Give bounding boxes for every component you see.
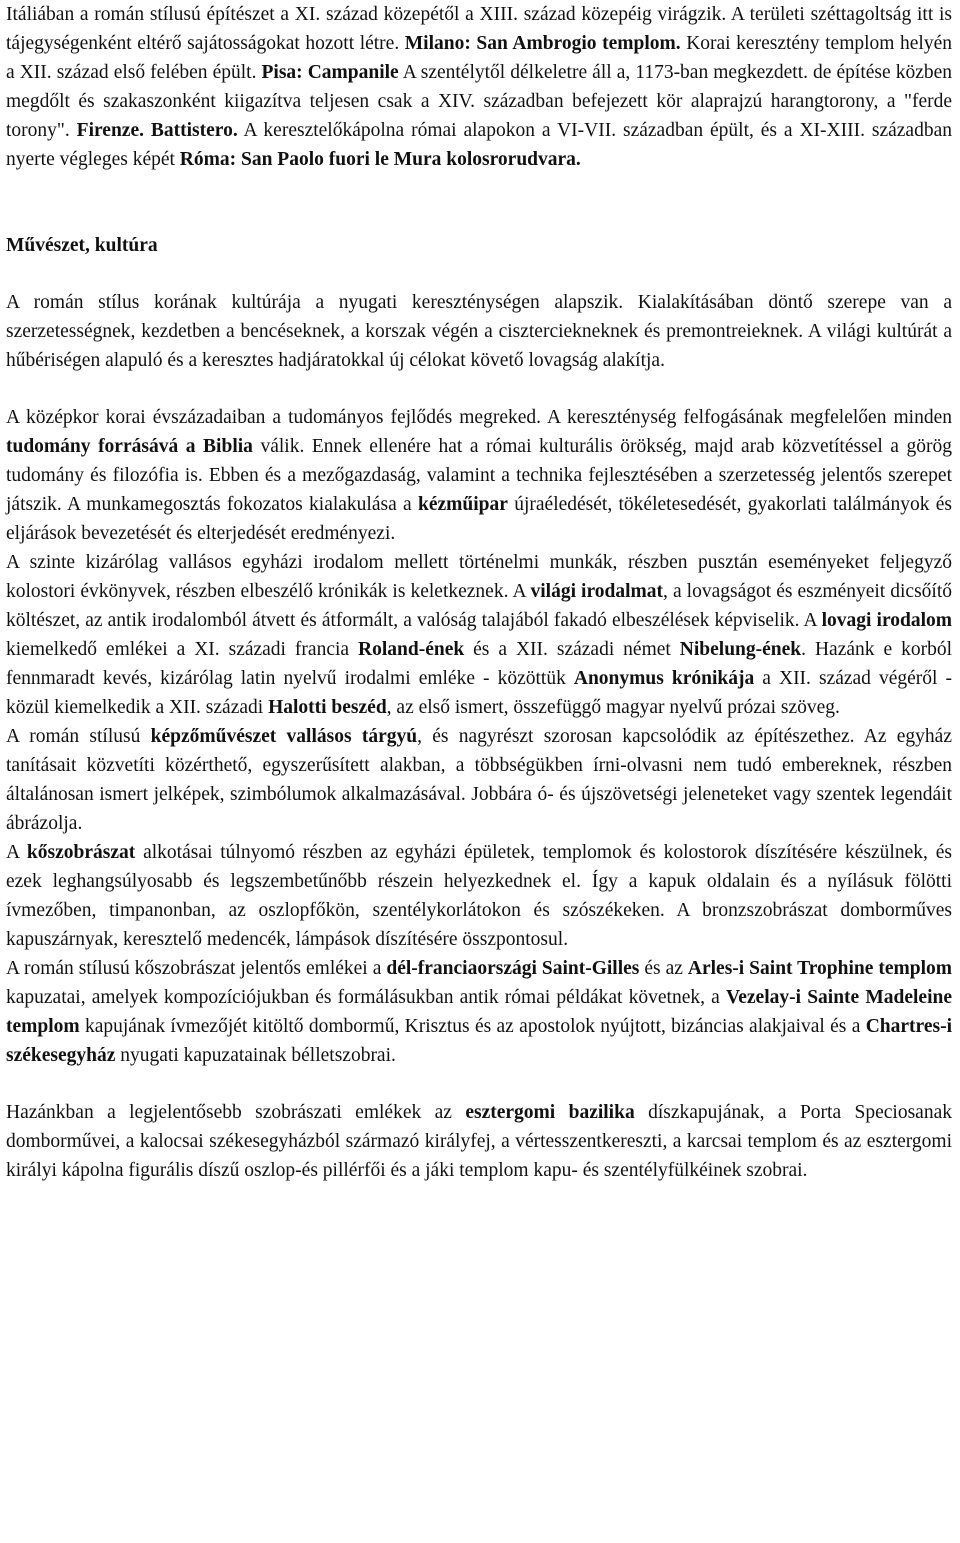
bold-text-run: dél-franciaországi Saint-Gilles [386, 958, 640, 979]
text-run: és a XII. századi német [464, 639, 680, 660]
spacer [6, 375, 952, 403]
text-run: , a lovagságot és eszményeit dicsőítő költészet, az antik irodalomból átvett és átformált, a valóság talajából fakadó elbeszélések képviselik. A [6, 581, 952, 631]
text-run [70, 120, 77, 141]
paragraph-stone-sculpture [6, 838, 952, 954]
text-run: A román stílusú kőszobrászat jelentős emlékei a [6, 958, 387, 979]
text-run: díszkapujának, a Porta Speciosanak domborművei, a kalocsai székesegyházból származó királyfej, a vértesszentkereszti, a karcsai templom és az esztergomi királyi kápolna figurális díszű oszlop-és pillérfői és a jáki templom kapu- és szentélyfülkéinek szobrai. [6, 1102, 952, 1181]
bold-text-run: Roland-ének [358, 639, 465, 660]
bold-text-run: Pisa: Campanile [261, 62, 399, 83]
text-run: Hazánkban a legjelentősebb szobrászati emlékek az [6, 1102, 466, 1123]
bold-text-run: tudomány forrásává a Biblia [6, 436, 253, 457]
text-run: A román stílusú [6, 726, 151, 747]
bold-text-run: Halotti beszéd [268, 697, 387, 718]
paragraph-sculpture-monuments [6, 954, 952, 1070]
text-run: alkotásai túlnyomó részben az egyházi épületek, templomok és kolostorok díszítésére készülnek, és ezek leghangsúlyosabb és legszembetűnőbb részein helyezkednek el. Így a kapuk oldalain és a nyílásuk fölötti ívmezőben, timpanonban, az oszlopfőkön, szentélykorlátokon és szószékeken. A bronzszobrászat domborműves kapuszárnyak, keresztelő medencék, lámpások díszítésére összpontosul. [6, 842, 952, 950]
text-run: kapuzatai, amelyek kompozíciójukban és formálásukban antik római példákat követnek, a [6, 987, 726, 1008]
text-run: A keresztelőkápolna római alapokon a VI-VII. században épült, és a XI-XIII. században nyerte végleges képét [6, 120, 952, 170]
paragraph-science [6, 403, 952, 548]
spacer [6, 260, 952, 288]
bold-text-run: esztergomi bazilika [465, 1102, 635, 1123]
text-run: válik. Ennek ellenére hat a római kulturális örökség, majd arab közvetítéssel a görög tudomány és filozófia is. Ebben és a mezőgazdaság, valamint a technika fejlesztésében a szerzetesség jelentős szerepet játszik. A munkamegosztás fokozatos kialakulása a [6, 436, 952, 515]
bold-text-run: Róma: San Paolo fuori le Mura kolosrorudvara. [179, 149, 581, 170]
text-run: A szinte kizárólag vallásos egyházi irodalom mellett történelmi munkák, részben pusztán eseményeket feljegyző kolostori évkönyvek, részben elbeszélő krónikák is keletkeznek. A [6, 552, 952, 602]
text-run: nyugati kapuzatainak bélletszobrai. [115, 1045, 396, 1066]
text-run: újraéledését, tökéletesedését, gyakorlati találmányok és eljárások bevezetését és elterjedését eredményezi. [6, 494, 953, 544]
bold-text-run: lovagi irodalom [821, 610, 952, 631]
text-run: A román stílus korának kultúrája a nyugati kereszténységen alapszik. Kialakításában döntő szerepe van a szerzetességnek, kezdetben a bencéseknek, a korszak végén a ciszterciekneknek és premontreieknek. A világi kultúrát a hűbériségen alapuló és a keresztes hadjáratokkal új célokat követő lovagság alakítja. [6, 292, 952, 371]
text-run: , és nagyrészt szorosan kapcsolódik az építészethez. Az egyház tanításait közvetíti közérthető, egyszerűsített alakban, a többségükben írni-olvasni nem tudó embereknek, részben általánosan ismert jelképek, szimbólumok alkalmazásával. Jobbára ó- és újszövetségi jeleneteket vagy szentek legendáit ábrázolja. [6, 726, 952, 834]
text-run: kiemelkedő emlékei a XI. századi francia [6, 639, 359, 660]
spacer [6, 174, 952, 203]
paragraph-visual-arts [6, 722, 952, 838]
text-run: A középkor korai évszázadaiban a tudományos fejlődés megreked. A kereszténység felfogásának megfelelően minden [6, 407, 952, 428]
paragraph-literature [6, 548, 952, 722]
bold-text-run: Chartres-i székesegyház [6, 1016, 952, 1066]
section-title: Művészet, kultúra [6, 235, 158, 256]
bold-text-run: Milano: San Ambrogio templom. [404, 33, 681, 54]
bold-text-run: világi irodalmat [530, 581, 664, 602]
bold-text-run: Arles-i Saint Trophine templom [687, 958, 953, 979]
text-run: és az [639, 958, 688, 979]
text-run: . Hazánk e korból fennmaradt kevés, kizárólag latin nyelvű irodalmi emléke - közöttük [6, 639, 952, 689]
text-run: Korai keresztény templom helyén a XII. század első felében épült. [6, 33, 952, 83]
text-run: a XII. század végéről - közül kiemelkedik a XII. századi [6, 668, 952, 718]
bold-text-run: Firenze. Battistero. [76, 120, 238, 141]
text-run: A [6, 842, 27, 863]
text-run: , az első ismert, összefüggő magyar nyelvű prózai szöveg. [386, 697, 840, 718]
text-run: Itáliában a román stílusú építészet a XI. század közepétől a XIII. század közepéig virágzik. A területi széttagoltság itt is tájegységenként eltérő sajátosságokat hozott létre. [6, 4, 952, 54]
bold-text-run: képzőművészet vallásos tárgyú [150, 726, 418, 747]
bold-text-run: kőszobrászat [26, 842, 136, 863]
text-run: A szentélytől délkeletre áll a, 1173-ban megkezdett. de építése közben megdőlt és szakaszonként kiigazítva teljesen csak a XIV. században befejezett kör alaprajzú harangtorony, a "ferde torony". [6, 62, 952, 141]
bold-text-run: Vezelay-i Sainte Madeleine templom [6, 987, 952, 1037]
paragraph-culture-basis [6, 288, 952, 375]
text-run: kapujának ívmezőjét kitöltő dombormű, Krisztus és az apostolok nyújtott, bizáncias alakjaival és a [79, 1016, 866, 1037]
bold-text-run: Nibelung-ének [679, 639, 802, 660]
bold-text-run: kézműipar [418, 494, 508, 515]
spacer [6, 203, 952, 231]
paragraph-hungarian-sculpture [6, 1098, 952, 1185]
spacer [6, 1070, 952, 1098]
bold-text-run: Anonymus krónikája [573, 668, 755, 689]
intro-paragraph [6, 0, 952, 174]
